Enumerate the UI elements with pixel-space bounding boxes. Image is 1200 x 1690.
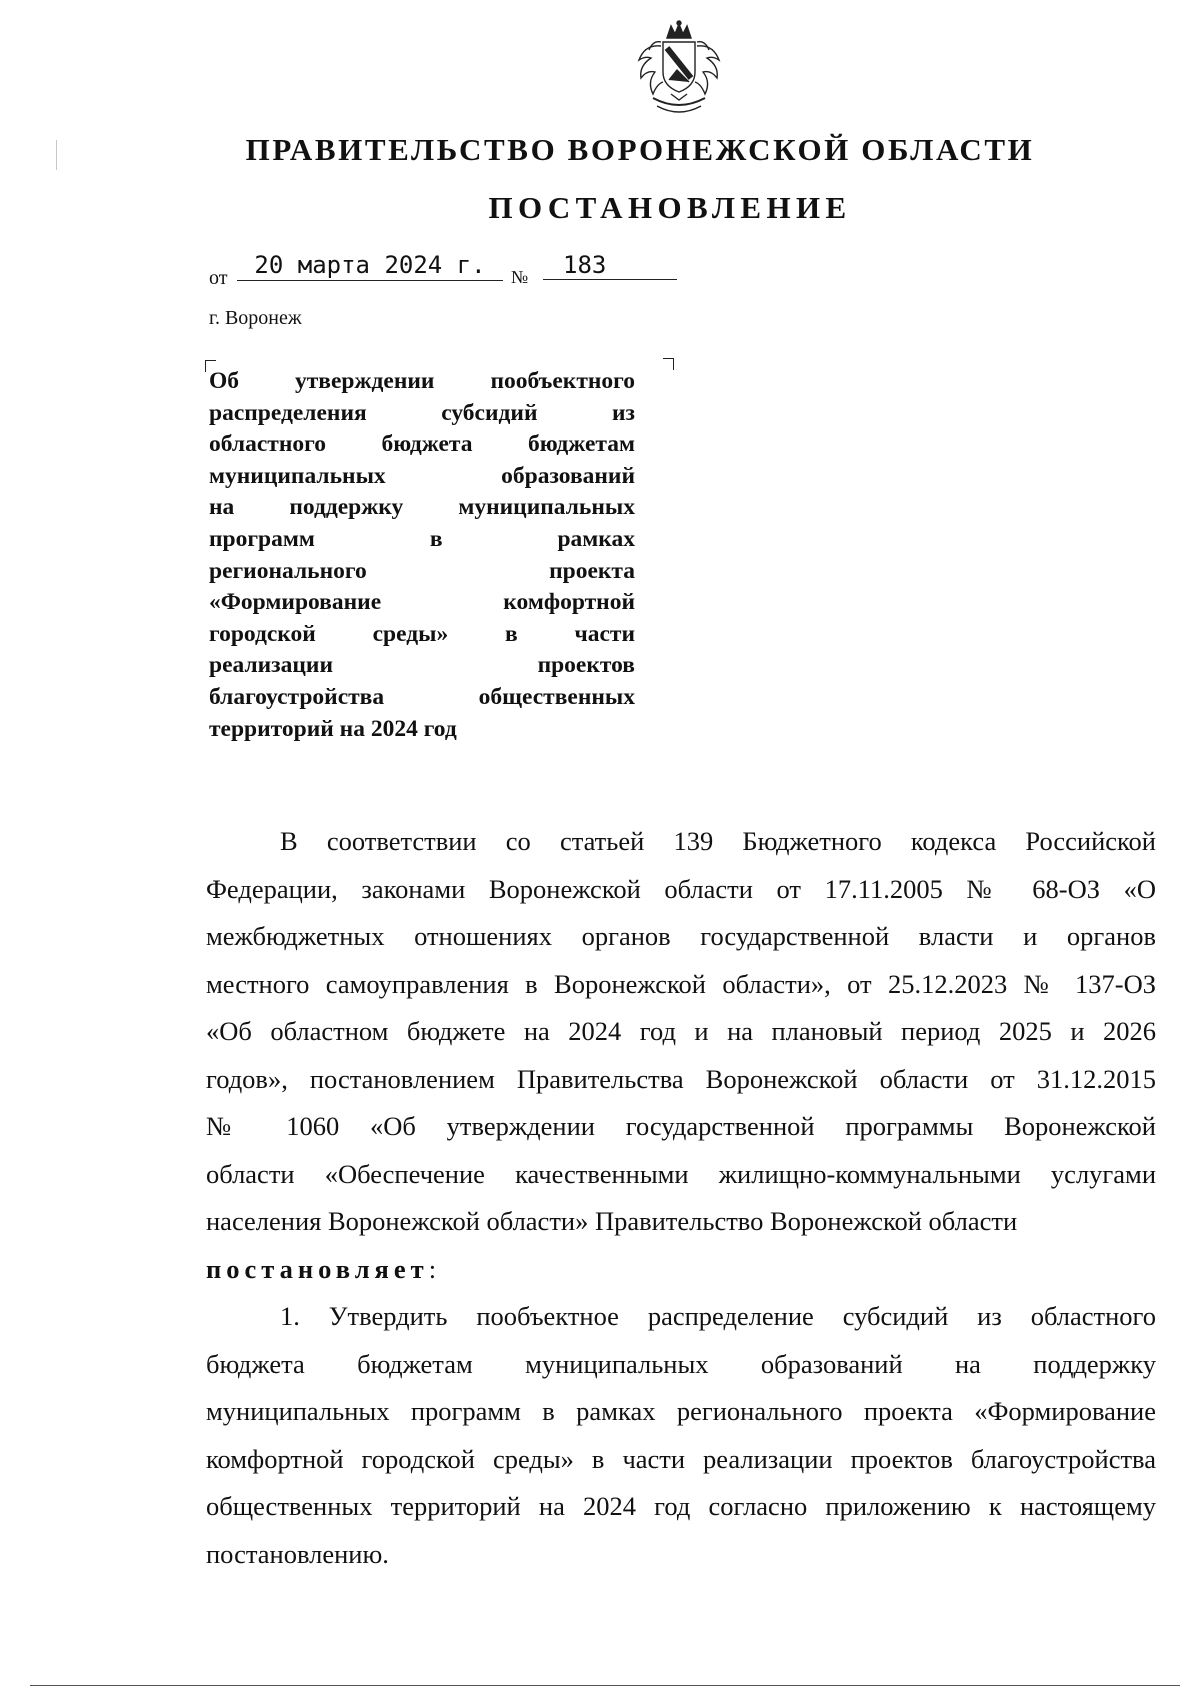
document-requisites xyxy=(209,250,679,290)
subject-line: распределения субсидий из xyxy=(209,399,635,426)
paragraph-line: № 1060 «Об утверждении государственной программы Воронежской xyxy=(206,1111,1156,1141)
paragraph-line: В соответствии со статьей 139 Бюджетного кодекса Российской xyxy=(280,826,1156,856)
document-number: 183 xyxy=(543,250,677,280)
paragraph-line: бюджета бюджетам муниципальных образований на поддержку xyxy=(206,1348,1156,1379)
paragraph-line: межбюджетных отношениях органов государственной власти и органов xyxy=(206,921,1156,951)
subject-line: Об утверждении пообъектного xyxy=(209,368,635,394)
subject-line: муниципальных образований xyxy=(209,462,635,489)
subject-line: областного бюджета бюджетам xyxy=(209,431,635,458)
page-bottom-rule xyxy=(30,1685,1180,1686)
subject-line: благоустройства общественных xyxy=(209,683,635,710)
paragraph-line: постановлению. xyxy=(206,1538,389,1569)
subject-line: реализации проектов xyxy=(209,652,635,679)
subject-line: «Формирование комфортной xyxy=(209,589,635,616)
subject-line: городской среды» в части xyxy=(209,620,635,647)
scan-margin-mark xyxy=(56,140,57,170)
subject-line: программ в рамках xyxy=(209,525,635,552)
preamble-paragraph xyxy=(206,818,1156,1246)
voronezh-coat-of-arms-icon xyxy=(631,20,727,120)
paragraph-line: муниципальных программ в рамках регионального проекта «Формирование xyxy=(206,1396,1156,1426)
decree-line xyxy=(206,1246,1156,1294)
document-body xyxy=(206,818,1156,1578)
paragraph-line: общественных территорий на 2024 год согласно приложению к настоящему xyxy=(206,1491,1156,1521)
document-date: 20 марта 2024 г. xyxy=(237,250,503,281)
issue-city: г. Воронеж xyxy=(209,307,302,329)
document-subject xyxy=(209,366,635,745)
subject-bracket-right xyxy=(663,358,674,370)
paragraph-line: местного самоуправления в Воронежской области», от 25.12.2023 № 137-ОЗ xyxy=(206,968,1156,999)
paragraph-line: области «Обеспечение качественными жилищно-коммунальными услугами xyxy=(206,1158,1156,1189)
paragraph-line: Федерации, законами Воронежской области от 17.11.2005 № 68-ОЗ «О xyxy=(206,873,1156,904)
paragraph-line: годов», постановлением Правительства Воронежской области от 31.12.2015 xyxy=(206,1063,1156,1094)
document-type-title: ПОСТАНОВЛЕНИЕ xyxy=(488,190,852,225)
item-1-paragraph xyxy=(206,1293,1156,1578)
decree-colon: : xyxy=(428,1253,437,1284)
paragraph-line: «Об областном бюджете на 2024 год и на плановый период 2025 и 2026 xyxy=(206,1016,1156,1046)
number-label: № xyxy=(511,267,529,287)
paragraph-line: 1. Утвердить пообъектное распределение субсидий из областного xyxy=(280,1301,1156,1331)
paragraph-line: комфортной городской среды» в части реализации проектов благоустройства xyxy=(206,1443,1156,1474)
government-title: ПРАВИТЕЛЬСТВО ВОРОНЕЖСКОЙ ОБЛАСТИ xyxy=(245,132,1035,167)
subject-line: регионального проекта xyxy=(209,557,635,584)
date-label: от xyxy=(209,267,228,289)
paragraph-line: населения Воронежской области» Правительство Воронежской области xyxy=(206,1206,1018,1236)
subject-line: на поддержку муниципальных xyxy=(209,494,635,521)
subject-line: территорий на 2024 год xyxy=(209,715,457,742)
decree-word: постановляет xyxy=(206,1253,429,1284)
